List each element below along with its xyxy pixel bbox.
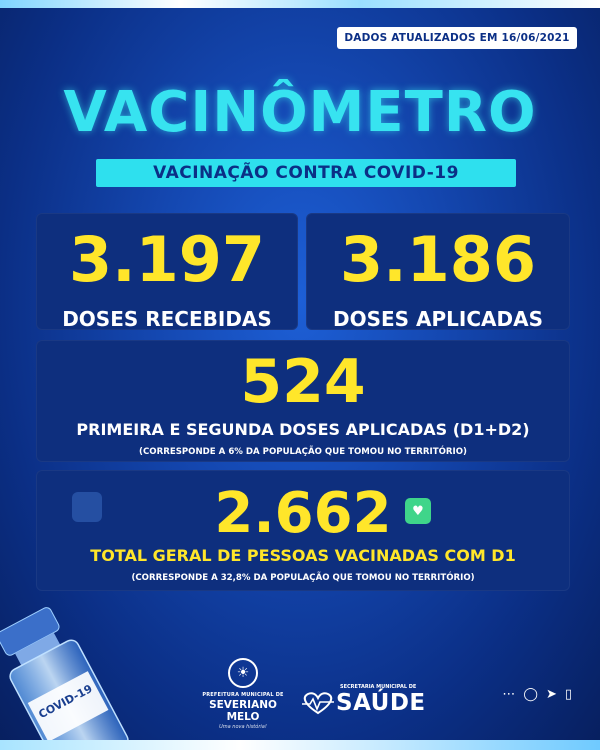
- card-doses-received: [36, 213, 298, 330]
- vaccine-vial-icon: [0, 600, 140, 750]
- d1-d2-value: 524: [240, 347, 366, 417]
- social-actions: [502, 687, 572, 702]
- d1-d2-label: PRIMEIRA E SEGUNDA DOSES APLICADAS (D1+D2): [76, 420, 530, 439]
- card-d1-d2: [36, 340, 570, 462]
- top-strip: [0, 0, 600, 8]
- ellipsis-icon[interactable]: ⋯: [502, 687, 516, 702]
- prefeitura-small-text: PREFEITURA MUNICIPAL DE: [202, 692, 284, 698]
- card-doses-applied: [306, 213, 570, 330]
- vaccine-label-text: COVID-19: [36, 682, 95, 722]
- prefeitura-name: SEVERIANO MELO: [209, 699, 277, 723]
- doses-received-label: DOSES RECEBIDAS: [62, 307, 272, 331]
- date-badge: DADOS ATUALIZADOS EM 16/06/2021: [337, 27, 577, 49]
- doses-applied-value: 3.186: [339, 223, 537, 296]
- heart-icon: ♥: [405, 498, 431, 524]
- d1-d2-note: (CORRESPONDE A 6% DA POPULAÇÃO QUE TOMOU NO TERRITÓRIO): [139, 447, 467, 457]
- saude-logo: [300, 684, 428, 724]
- total-vaccinated-note: (CORRESPONDE A 32,8% DA POPULAÇÃO QUE TOMOU NO TERRITÓRIO): [131, 573, 475, 583]
- page-title: VACINÔMETRO: [63, 80, 537, 145]
- total-vaccinated-value: 2.662: [214, 481, 392, 546]
- total-vaccinated-label: TOTAL GERAL DE PESSOAS VACINADAS COM D1: [90, 546, 516, 565]
- saude-name: SAÚDE: [336, 690, 426, 716]
- saude-small-text: SECRETARIA MUNICIPAL DE: [340, 684, 417, 690]
- prefeitura-slogan: Uma nova história!: [219, 724, 267, 730]
- bookmark-icon[interactable]: ▯: [564, 687, 572, 702]
- send-icon[interactable]: ➤: [545, 687, 557, 702]
- doses-applied-label: DOSES APLICADAS: [333, 307, 543, 331]
- bottom-strip: [0, 740, 600, 750]
- doses-received-value: 3.197: [68, 223, 266, 296]
- municipal-crest-icon: ☀: [228, 658, 258, 688]
- chat-bubble-icon: [72, 492, 102, 522]
- chat-icon[interactable]: ◯: [523, 687, 538, 702]
- heartbeat-icon: [300, 691, 336, 715]
- prefeitura-logo: [196, 658, 290, 730]
- card-total-vaccinated: [36, 470, 570, 591]
- page-subtitle: VACINAÇÃO CONTRA COVID-19: [96, 159, 516, 187]
